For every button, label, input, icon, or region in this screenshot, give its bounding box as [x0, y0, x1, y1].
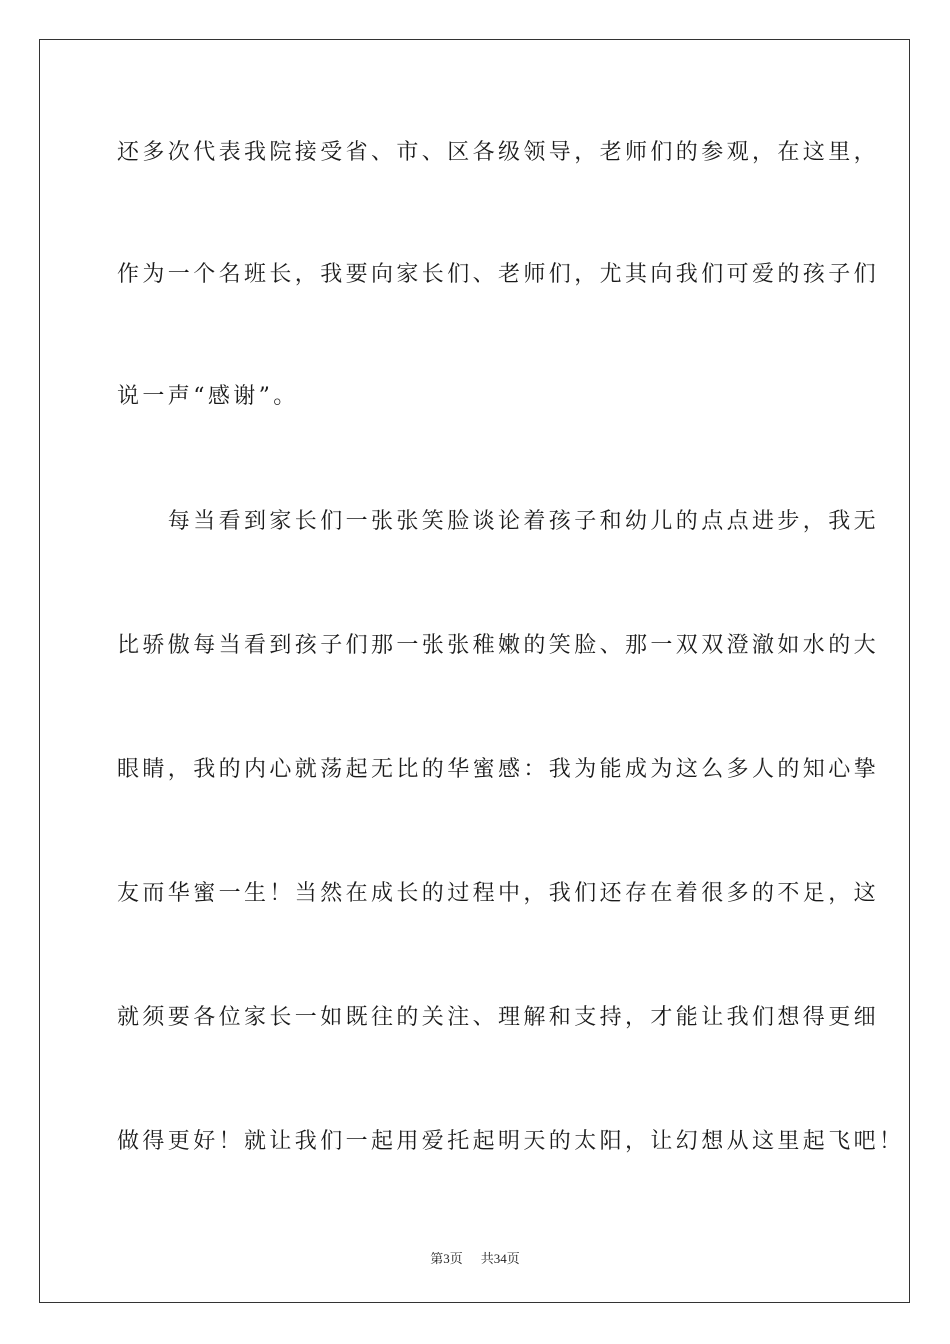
page-footer [0, 1248, 950, 1267]
body-text-line: 就须要各位家长一如既往的关注、理解和支持，才能让我们想得更细 [117, 1005, 880, 1030]
body-text-line: 友而华蜜一生！当然在成长的过程中，我们还存在着很多的不足，这 [117, 881, 880, 906]
page-border [39, 39, 910, 1303]
page-number: 第3页 [430, 1251, 463, 1266]
body-text-line: 每当看到家长们一张张笑脸谈论着孩子和幼儿的点点进步，我无 [117, 509, 880, 534]
page-total: 共34页 [480, 1251, 520, 1266]
body-text-line: 还多次代表我院接受省、市、区各级领导，老师们的参观，在这里， [117, 140, 880, 165]
body-text-line: 作为一个名班长，我要向家长们、老师们，尤其向我们可爱的孩子们 [117, 262, 880, 287]
body-text-line: 比骄傲每当看到孩子们那一张张稚嫩的笑脸、那一双双澄澈如水的大 [117, 633, 880, 658]
body-text-line: 说一声“感谢”。 [117, 384, 299, 409]
body-text-line: 做得更好！就让我们一起用爱托起明天的太阳，让幻想从这里起飞吧！ [117, 1129, 905, 1154]
body-text-line: 眼睛，我的内心就荡起无比的华蜜感：我为能成为这么多人的知心挚 [117, 757, 880, 782]
